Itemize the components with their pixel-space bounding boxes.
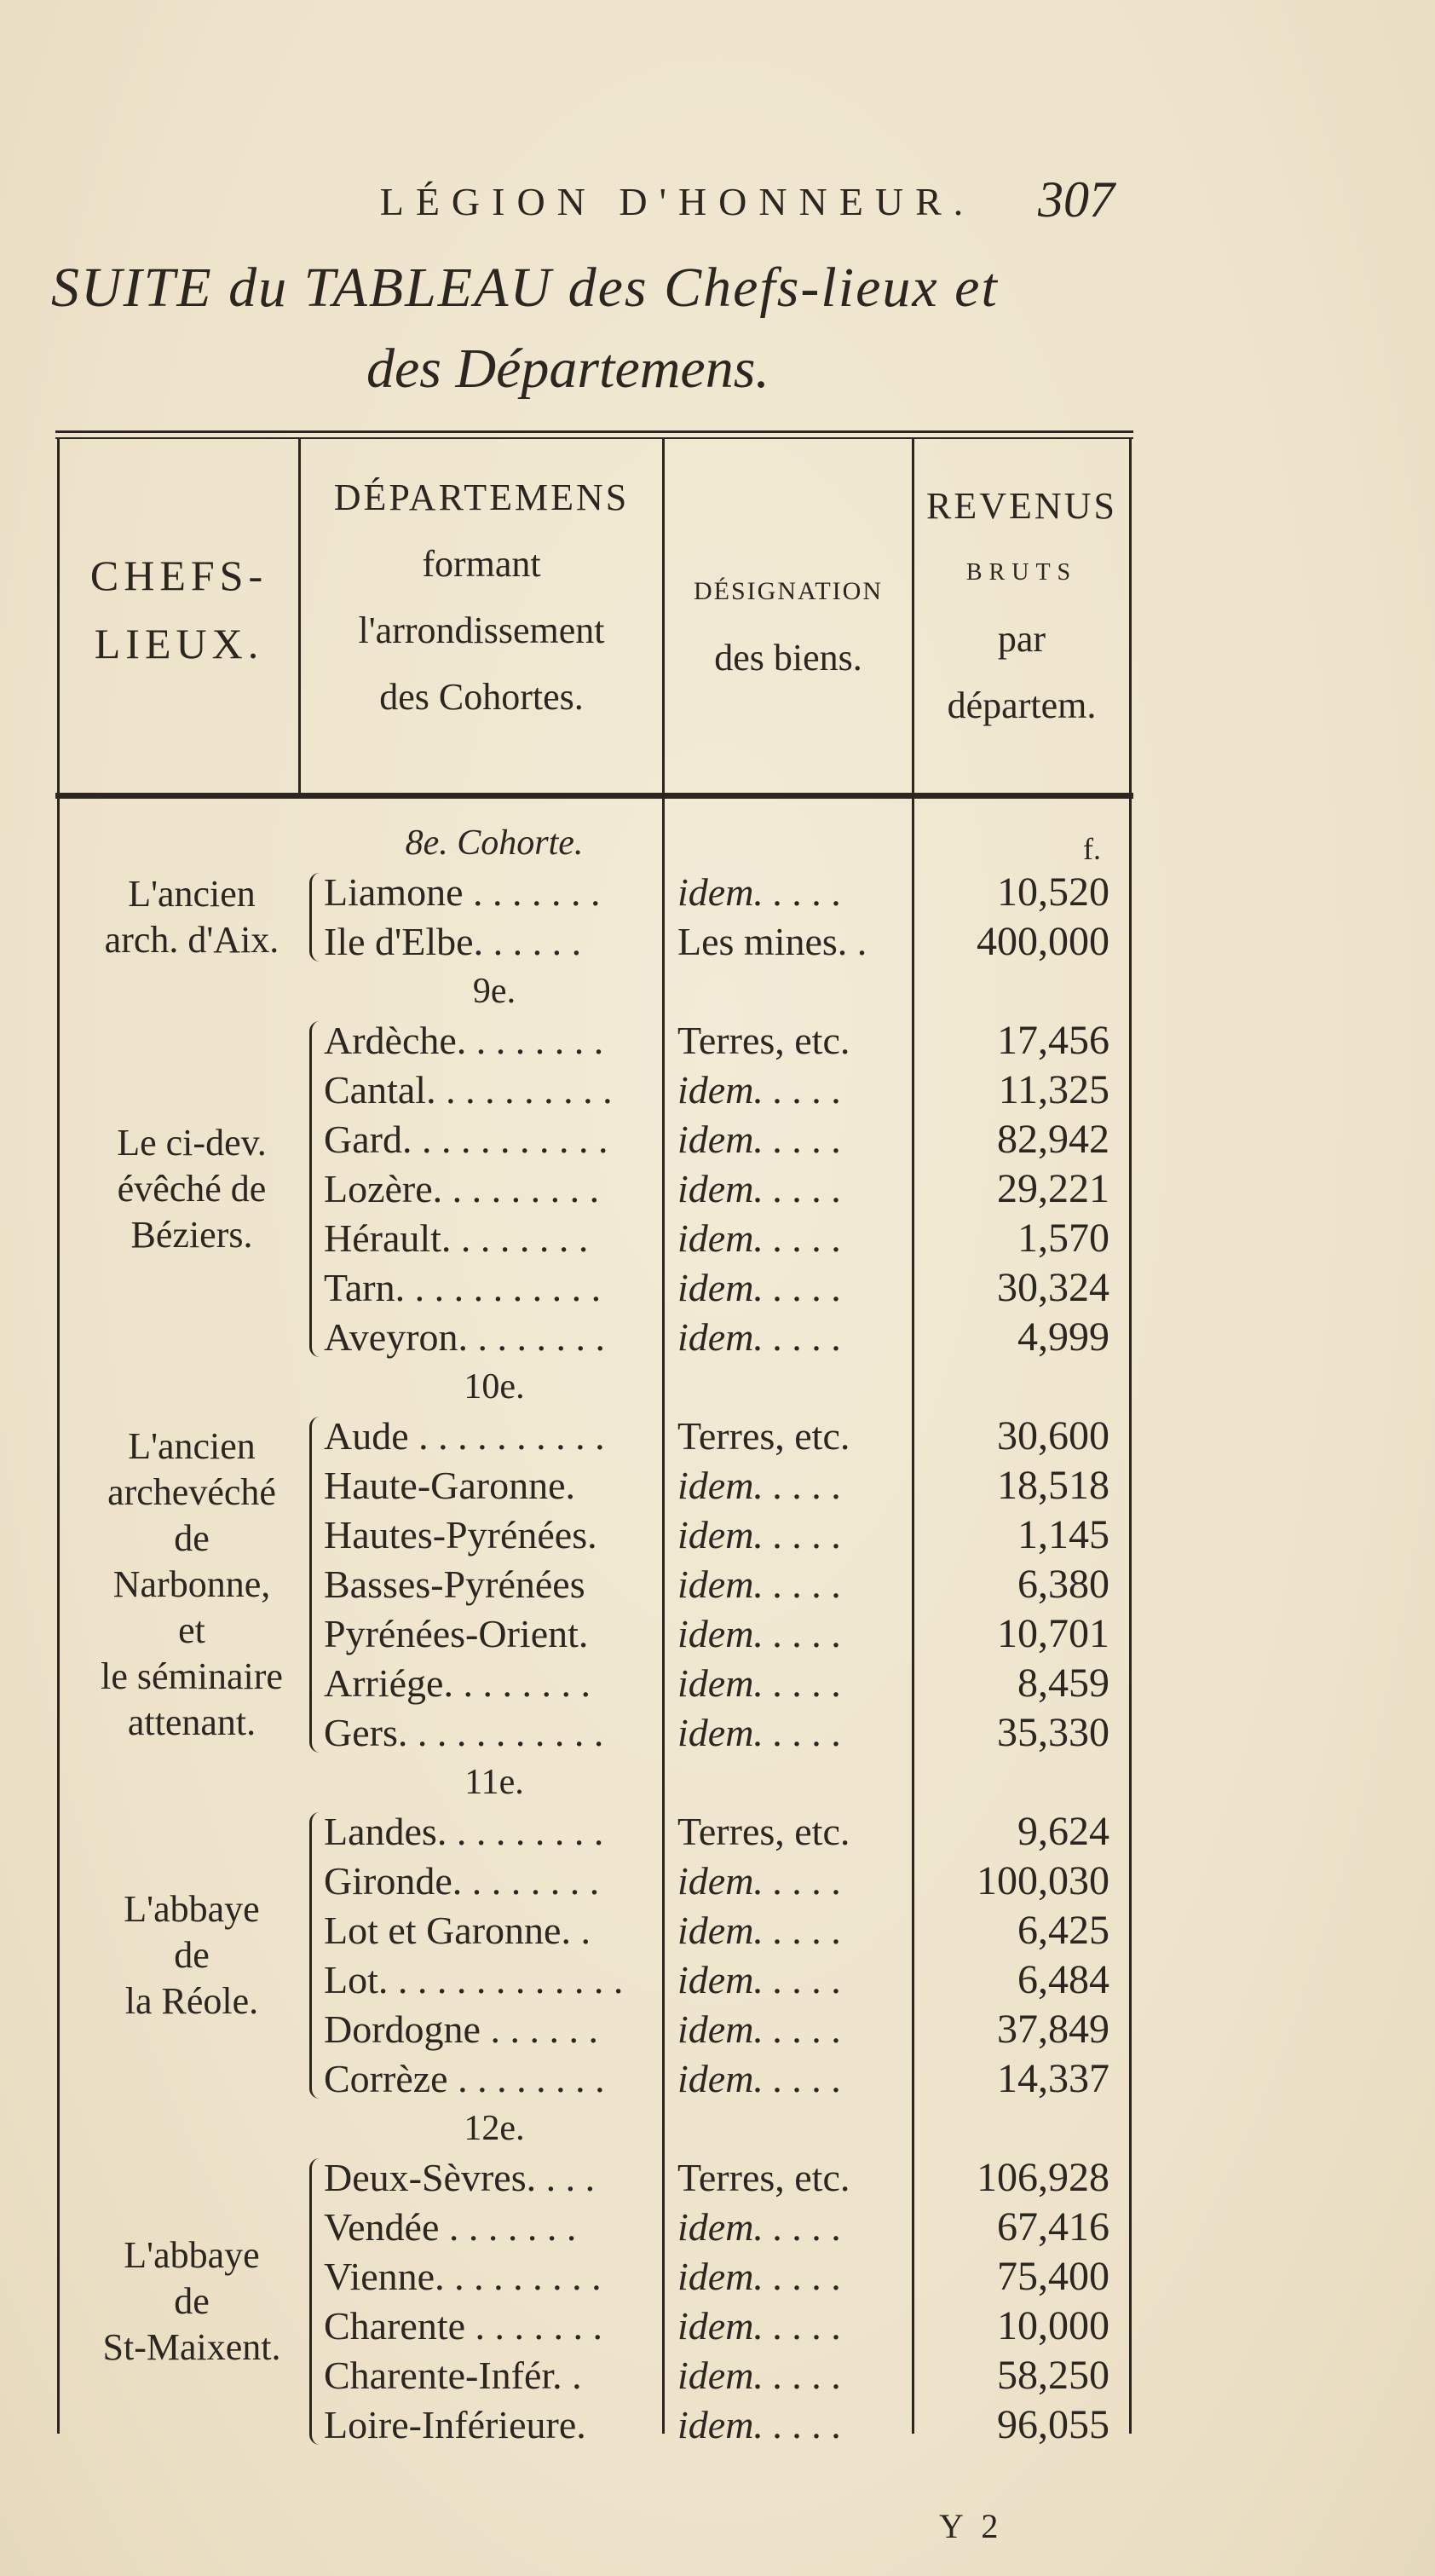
table-row [55, 1313, 1133, 1362]
revenue-value: 4,999 [1017, 1314, 1109, 1360]
department-name: Pyrénées-Orient. [324, 1612, 589, 1655]
unit-label: f. [1083, 832, 1101, 866]
revenue-value: 6,425 [1017, 1908, 1109, 1953]
department-name: Ile d'Elbe. . . . . . [324, 920, 582, 963]
designation-value: idem. . . . . [677, 2255, 842, 2298]
table-row [55, 2400, 1133, 2450]
designation-value: idem. . . . . [677, 2057, 842, 2100]
revenue-value: 82,942 [997, 1117, 1109, 1162]
department-name: Hérault. . . . . . . . [324, 1216, 589, 1260]
table-row [55, 1016, 1133, 1066]
cohort-label: 10e. [464, 1367, 525, 1406]
designation-value: idem. . . . . [677, 1216, 842, 1260]
department-name: Basses-Pyrénées [324, 1562, 585, 1606]
signature-mark: Y 2 [939, 2507, 1004, 2545]
table-row [55, 1066, 1133, 1115]
department-name: Deux-Sèvres. . . . [324, 2156, 596, 2199]
designation-value: idem. . . . . [677, 1612, 842, 1655]
revenue-value: 14,337 [997, 2056, 1109, 2101]
header-chefs-lieux: CHEFS- LIEUX. [89, 552, 268, 667]
department-name: Lot et Garonne. . [324, 1909, 591, 1952]
designation-value: idem. . . . . [677, 1859, 842, 1903]
designation-value: idem. . . . . [677, 2205, 842, 2249]
table-row [55, 1263, 1133, 1313]
chef-lieu-label: L'abbaye de la Réole. [124, 1888, 260, 2022]
department-name: Gers. . . . . . . . . . . [324, 1711, 604, 1754]
revenue-value: 30,600 [997, 1413, 1109, 1458]
revenue-value: 6,484 [1017, 1957, 1109, 2002]
header-bottom-rule [55, 793, 1133, 799]
header-designation: DÉSIGNATION des biens. [694, 577, 883, 679]
designation-value: idem. . . . . [677, 1958, 842, 2001]
revenue-value: 29,221 [997, 1166, 1109, 1211]
table-row [55, 2054, 1133, 2104]
table-row [55, 1807, 1133, 1857]
cohort-label: 12e. [464, 2109, 525, 2148]
revenue-value: 400,000 [977, 919, 1109, 964]
designation-value: idem. . . . . [677, 1562, 842, 1606]
revenue-value: 1,145 [1017, 1512, 1109, 1557]
col-divider-1 [298, 439, 301, 793]
department-name: Charente . . . . . . . [324, 2304, 603, 2348]
revenue-value: 10,701 [997, 1611, 1109, 1656]
department-name: Vienne. . . . . . . . . [324, 2255, 602, 2298]
revenue-value: 8,459 [1017, 1661, 1109, 1706]
running-head: LÉGION D'HONNEUR. [379, 180, 976, 223]
department-name: Lozère. . . . . . . . . [324, 1167, 600, 1210]
chef-lieu-label: L'abbaye de St-Maixent. [102, 2234, 281, 2368]
designation-value: idem. . . . . [677, 2007, 842, 2051]
designation-value: idem. . . . . [677, 870, 842, 914]
designation-value: idem. . . . . [677, 1118, 842, 1161]
designation-value: idem. . . . . [677, 1068, 842, 1112]
designation-value: Terres, etc. [677, 1019, 850, 1062]
revenue-value: 96,055 [997, 2402, 1109, 2447]
cohort-label: 9e. [472, 972, 516, 1011]
revenue-value: 67,416 [997, 2204, 1109, 2250]
department-name: Charente-Infér. . [324, 2354, 582, 2397]
revenue-value: 100,030 [977, 1858, 1109, 1903]
designation-value: Terres, etc. [677, 1810, 850, 1853]
revenue-value: 106,928 [977, 2155, 1109, 2200]
revenue-value: 6,380 [1017, 1562, 1109, 1607]
revenue-value: 1,570 [1017, 1216, 1109, 1261]
designation-value: idem. . . . . [677, 1661, 842, 1705]
revenue-value: 35,330 [997, 1710, 1109, 1755]
department-name: Lot. . . . . . . . . . . . . [324, 1958, 624, 2001]
table-title-line-1: SUITE du TABLEAU des Chefs-lieux et [51, 257, 999, 319]
department-name: Aude . . . . . . . . . . [324, 1414, 605, 1458]
chef-lieu-label: L'ancien archevéché de Narbonne, et le séminaire attenant. [101, 1425, 283, 1743]
department-name: Tarn. . . . . . . . . . . [324, 1266, 602, 1309]
revenue-value: 9,624 [1017, 1809, 1109, 1854]
revenue-value: 58,250 [997, 2353, 1109, 2398]
designation-value: idem. . . . . [677, 2403, 842, 2446]
designation-value: idem. . . . . [677, 1266, 842, 1309]
department-name: Dordogne . . . . . . [324, 2007, 598, 2051]
cohort-label: 11e. [464, 1763, 524, 1802]
department-name: Arriége. . . . . . . . [324, 1661, 591, 1705]
chefs-lieux-table [55, 430, 1133, 2447]
revenue-value: 11,325 [998, 1067, 1109, 1112]
designation-value: idem. . . . . [677, 1315, 842, 1359]
chef-lieu-label: Le ci-dev. évêché de Béziers. [117, 1122, 267, 1256]
designation-value: idem. . . . . [677, 1513, 842, 1557]
header-departemens: DÉPARTEMENS formant l'arrondissement des Cohortes. [333, 477, 630, 718]
department-name: Gard. . . . . . . . . . . [324, 1118, 608, 1161]
department-name: Ardèche. . . . . . . . [324, 1019, 604, 1062]
department-name: Hautes-Pyrénées. [324, 1513, 597, 1557]
department-name: Loire-Inférieure. [324, 2403, 586, 2446]
designation-value: idem. . . . . [677, 1909, 842, 1952]
designation-value: idem. . . . . [677, 1167, 842, 1210]
department-name: Landes. . . . . . . . . [324, 1810, 604, 1853]
revenue-value: 10,520 [997, 869, 1109, 915]
revenue-value: 18,518 [997, 1463, 1109, 1508]
designation-value: idem. . . . . [677, 1711, 842, 1754]
revenue-value: 10,000 [997, 2303, 1109, 2348]
department-name: Gironde. . . . . . . . [324, 1859, 600, 1903]
department-name: Liamone . . . . . . . [324, 870, 601, 914]
department-name: Vendée . . . . . . . [324, 2205, 577, 2249]
page-number: 307 [1038, 171, 1115, 228]
table-row [55, 2153, 1133, 2203]
revenue-value: 17,456 [997, 1018, 1109, 1063]
designation-value: Les mines. . [677, 920, 867, 963]
designation-value: Terres, etc. [677, 1414, 850, 1458]
revenue-value: 37,849 [997, 2007, 1109, 2052]
department-name: Corrèze . . . . . . . . [324, 2057, 605, 2100]
cohort-label: 8e. Cohorte. [405, 823, 584, 863]
chef-lieu-label: L'ancien arch. d'Aix. [104, 873, 280, 961]
revenue-value: 75,400 [997, 2254, 1109, 2299]
designation-value: idem. . . . . [677, 2354, 842, 2397]
department-name: Aveyron. . . . . . . . [324, 1315, 606, 1359]
revenue-value: 30,324 [997, 1265, 1109, 1310]
designation-value: idem. . . . . [677, 1464, 842, 1507]
table-title-line-2: des Départemens. [366, 338, 769, 400]
designation-value: idem. . . . . [677, 2304, 842, 2348]
department-name: Cantal. . . . . . . . . . [324, 1068, 613, 1112]
table-top-rule [55, 430, 1133, 433]
table-top-rule-2 [55, 437, 1133, 439]
designation-value: Terres, etc. [677, 2156, 850, 2199]
header-revenus: REVENUS BRUTS par départem. [926, 485, 1117, 726]
department-name: Haute-Garonne. [324, 1464, 576, 1507]
